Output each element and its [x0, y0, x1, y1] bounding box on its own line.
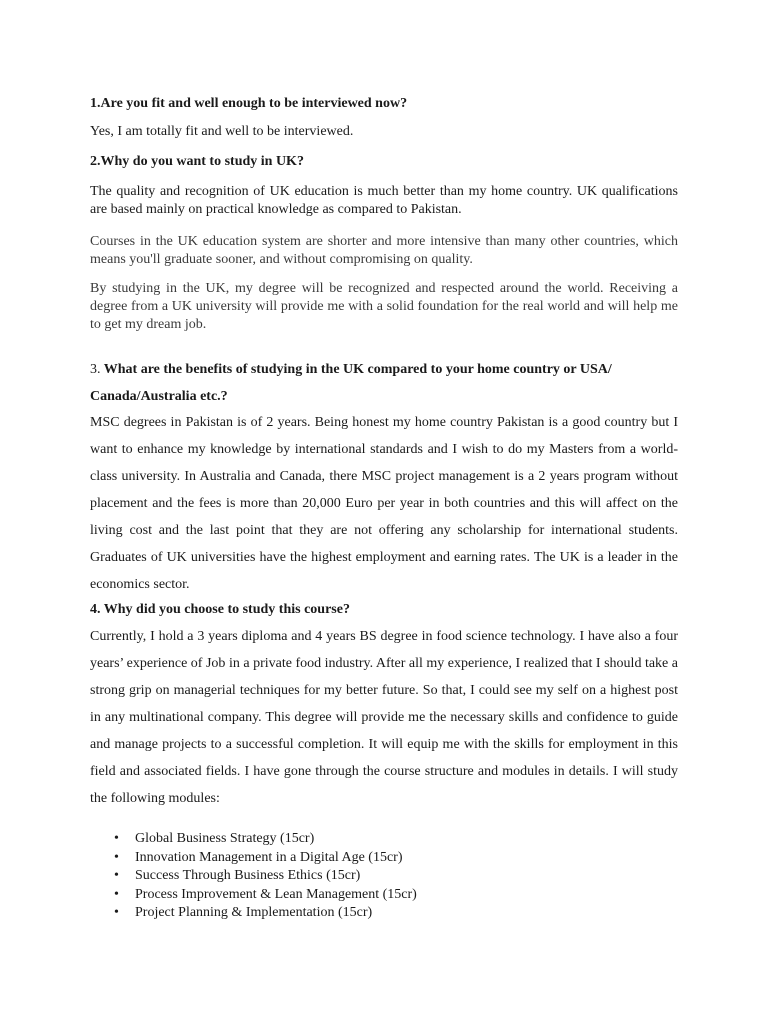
question-2: 2.Why do you want to study in UK? [90, 154, 304, 169]
answer-2-paragraph-2: Courses in the UK education system are shorter and more intensive than many other countries, which means you'll graduate sooner, and without compromising on quality. [90, 234, 678, 267]
list-item [90, 886, 678, 905]
module-name: Process Improvement & Lean Management (15cr) [135, 886, 417, 902]
bullet-icon: • [114, 905, 119, 920]
module-name: Project Planning & Implementation (15cr) [135, 905, 373, 920]
list-item [90, 904, 678, 923]
answer-1: Yes, I am totally fit and well to be interviewed. [90, 124, 354, 139]
list-item [90, 867, 678, 886]
answer-4: Currently, I hold a 3 years diploma and 4 years BS degree in food science technology. I have also a four years’ experience of Job in a private food industry. After all my experience, I realized that I should take a strong grip on managerial techniques for my better future. So that, I could see my self on a highest post in any multinational company. This degree will provide me the necessary skills and confidence to guide and manage projects to a successful completion. It will equip me with the skills for employment in this field and associated fields. I have gone through the course structure and modules in details. I will study the following modules: [90, 629, 678, 806]
answer-2-paragraph-3: By studying in the UK, my degree will be recognized and respected around the world. Receiving a degree from a UK university will provide me with a solid foundation for the real world and will help me to get my dream job. [90, 281, 678, 332]
bullet-icon: • [114, 831, 119, 846]
answer-2-paragraph-1: The quality and recognition of UK education is much better than my home country. UK qualifications are based mainly on practical knowledge as compared to Pakistan. [90, 184, 678, 217]
answer-3: MSC degrees in Pakistan is of 2 years. Being honest my home country Pakistan is a good country but I want to enhance my knowledge by international standards and I wish to do my Masters from a world-class university. In Australia and Canada, there MSC project management is a 2 years program without placement and the fees is more than 20,000 Euro per year in both countries and this will affect on the living cost and the last point that they are not offering any scholarship for international students. Graduates of UK universities have the highest employment and earning rates. The UK is a leader in the economics sector. [90, 415, 678, 592]
question-3-text: What are the benefits of studying in the UK compared to your home country or USA/ Canada/Australia etc.? [90, 362, 612, 404]
question-1: 1.Are you fit and well enough to be interviewed now? [90, 96, 408, 111]
question-4: 4. Why did you choose to study this course? [90, 602, 350, 617]
bullet-icon: • [114, 886, 119, 902]
module-name: Success Through Business Ethics (15cr) [135, 868, 361, 883]
bullet-icon: • [114, 868, 119, 883]
module-list [90, 830, 678, 923]
module-name: Global Business Strategy (15cr) [135, 831, 315, 846]
list-item [90, 849, 678, 868]
module-name: Innovation Management in a Digital Age (15cr) [135, 849, 403, 865]
bullet-icon: • [114, 849, 119, 865]
list-item [90, 830, 678, 849]
question-3 [90, 356, 678, 410]
question-3-number: 3. [90, 362, 101, 377]
